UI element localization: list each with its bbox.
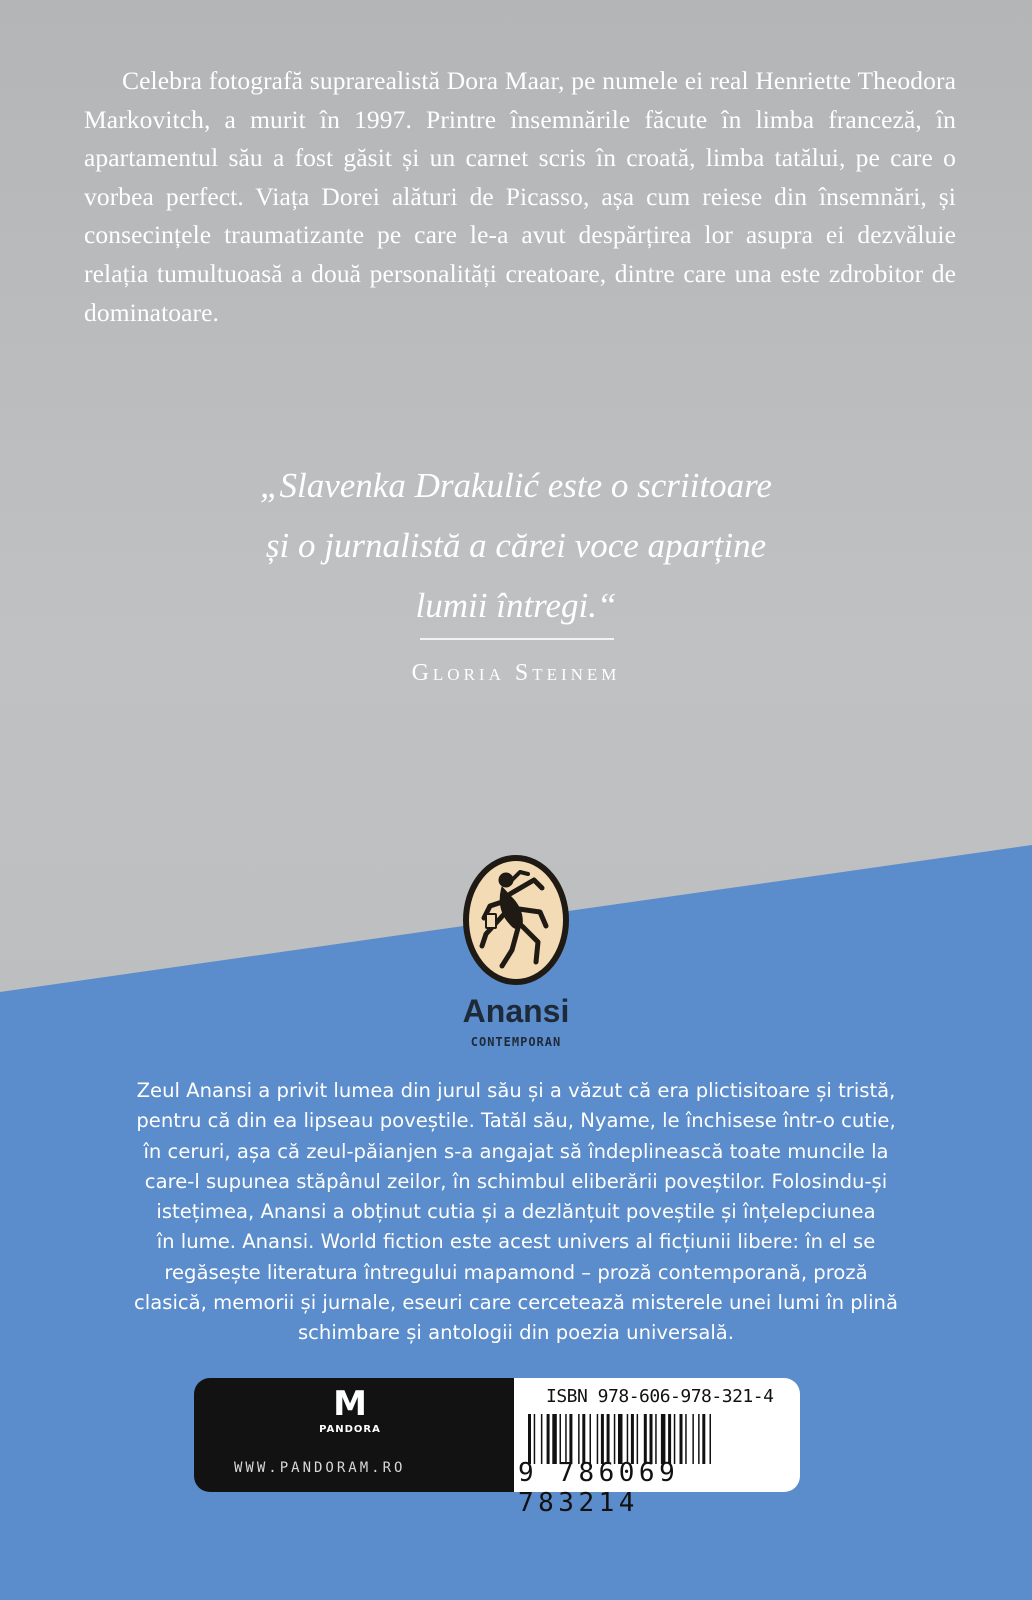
blurb-line: care-l supunea stăpânul zeilor, în schimbul eliberării poveștilor. Folosindu-și — [144, 1169, 888, 1193]
isbn-label: ISBN 978-606-978-321-4 — [546, 1386, 774, 1407]
barcode-bar — [578, 1414, 580, 1464]
quote-author: Gloria Steinem — [411, 660, 621, 686]
barcode-bar — [650, 1414, 653, 1464]
book-description — [84, 62, 956, 332]
review-quote — [130, 456, 902, 636]
anansi-spider-man-icon — [462, 854, 570, 986]
publisher-logo-letter: M — [333, 1384, 367, 1424]
barcode-bar — [710, 1414, 712, 1464]
barcode-bar — [644, 1414, 647, 1464]
barcode-bar — [597, 1414, 599, 1464]
publisher-logo — [310, 1384, 390, 1444]
quote-line: lumii întregi.“ — [415, 586, 617, 625]
publisher-bar — [194, 1378, 514, 1492]
barcode-bar — [569, 1414, 572, 1464]
barcode-bar — [685, 1414, 687, 1464]
barcode-bar — [547, 1414, 550, 1464]
brand-name: Anansi — [462, 993, 570, 1029]
barcode-bar — [655, 1414, 657, 1464]
barcode-bar — [541, 1414, 543, 1464]
description-line: dominatoare. — [84, 297, 220, 327]
barcode-bar — [607, 1414, 610, 1464]
description-line: scris în croată, limba tatălui, pe care o vorbea perfect. Viața Dorei alături — [84, 143, 956, 211]
blurb-line: în ceruri, așa că zeul-păianjen s-a angajat să îndeplinească toate muncile la — [143, 1139, 889, 1163]
publisher-url: WWW.PANDORAM.RO — [234, 1460, 406, 1476]
description-line: a două personalități creatoare, dintre care una este zdrobitor de — [291, 258, 957, 288]
barcode-bar — [627, 1414, 629, 1464]
barcode-bar — [528, 1414, 531, 1464]
barcode-bar — [614, 1414, 616, 1464]
barcode-bar — [692, 1414, 694, 1464]
blurb-line: pentru că din ea lipseau poveștile. Tatăl său, Nyame, le închisese într-o cutie, — [136, 1109, 896, 1133]
barcode-bar — [618, 1414, 623, 1464]
blurb-line: clasică, memorii și jurnale, eseuri care cercetează misterele unei lumi în plină — [134, 1291, 898, 1315]
barcode-bar — [631, 1414, 634, 1464]
publisher-name: PANDORA — [319, 1424, 381, 1435]
barcode-bar — [582, 1414, 585, 1464]
description-line: Celebra fotografă suprarealistă Dora Maar, pe numele ei real — [122, 66, 749, 95]
series-blurb — [100, 1076, 932, 1349]
barcode-bar — [698, 1414, 700, 1464]
blurb-line: regăsește literatura întregului mapamond – proză contemporană, proză — [164, 1260, 868, 1284]
quote-line: „Slavenka Drakulić este o scriitoare — [260, 466, 772, 505]
blurb-line: schimbare și antologii din poezia universală. — [297, 1321, 735, 1345]
barcode-bar — [668, 1414, 671, 1464]
barcode-bar — [565, 1414, 567, 1464]
description-line: pe care le-a avut despărțirea lor asupra ei dezvăluie relația tumultuoasă — [84, 220, 956, 288]
quote-divider — [420, 638, 614, 640]
barcode-digits: 9 786069 783214 — [518, 1458, 680, 1518]
barcode-bar — [680, 1414, 683, 1464]
barcode-bar — [534, 1414, 536, 1464]
barcode-bar — [661, 1414, 666, 1464]
description-line: făcute în limba franceză, în apartamentul său a fost găsit și un carnet — [84, 104, 956, 173]
blurb-line: istețimea, Anansi a obținut cutia și a dezlănțuit poveștile și înțelepciunea — [156, 1200, 876, 1224]
blurb-line: în lume. Anansi. World fiction este acest univers al ficțiunii libere: în el se — [156, 1230, 876, 1254]
quote-line: și o jurnalistă a cărei voce aparține — [265, 526, 767, 565]
blurb-line: Zeul Anansi a privit lumea din jurul său și a văzut că era plictisitoare și tristă, — [136, 1079, 896, 1102]
barcode-bar — [560, 1414, 562, 1464]
description-line: Henriette Theodora Markovitch, a murit în 1997. Printre însemnările — [84, 66, 956, 134]
barcode-bar — [552, 1414, 557, 1464]
description-line: de Picasso, așa cum reiese din însemnări, și consecințele traumatizante — [84, 181, 956, 250]
barcode-bar — [702, 1414, 705, 1464]
barcode-bar — [590, 1414, 592, 1464]
brand-subtitle: CONTEMPORAN — [470, 1035, 562, 1049]
isbn-barcode-box — [514, 1378, 800, 1518]
barcode-bar — [674, 1414, 676, 1464]
barcode-bar — [601, 1414, 604, 1464]
barcode-bar — [637, 1414, 639, 1464]
